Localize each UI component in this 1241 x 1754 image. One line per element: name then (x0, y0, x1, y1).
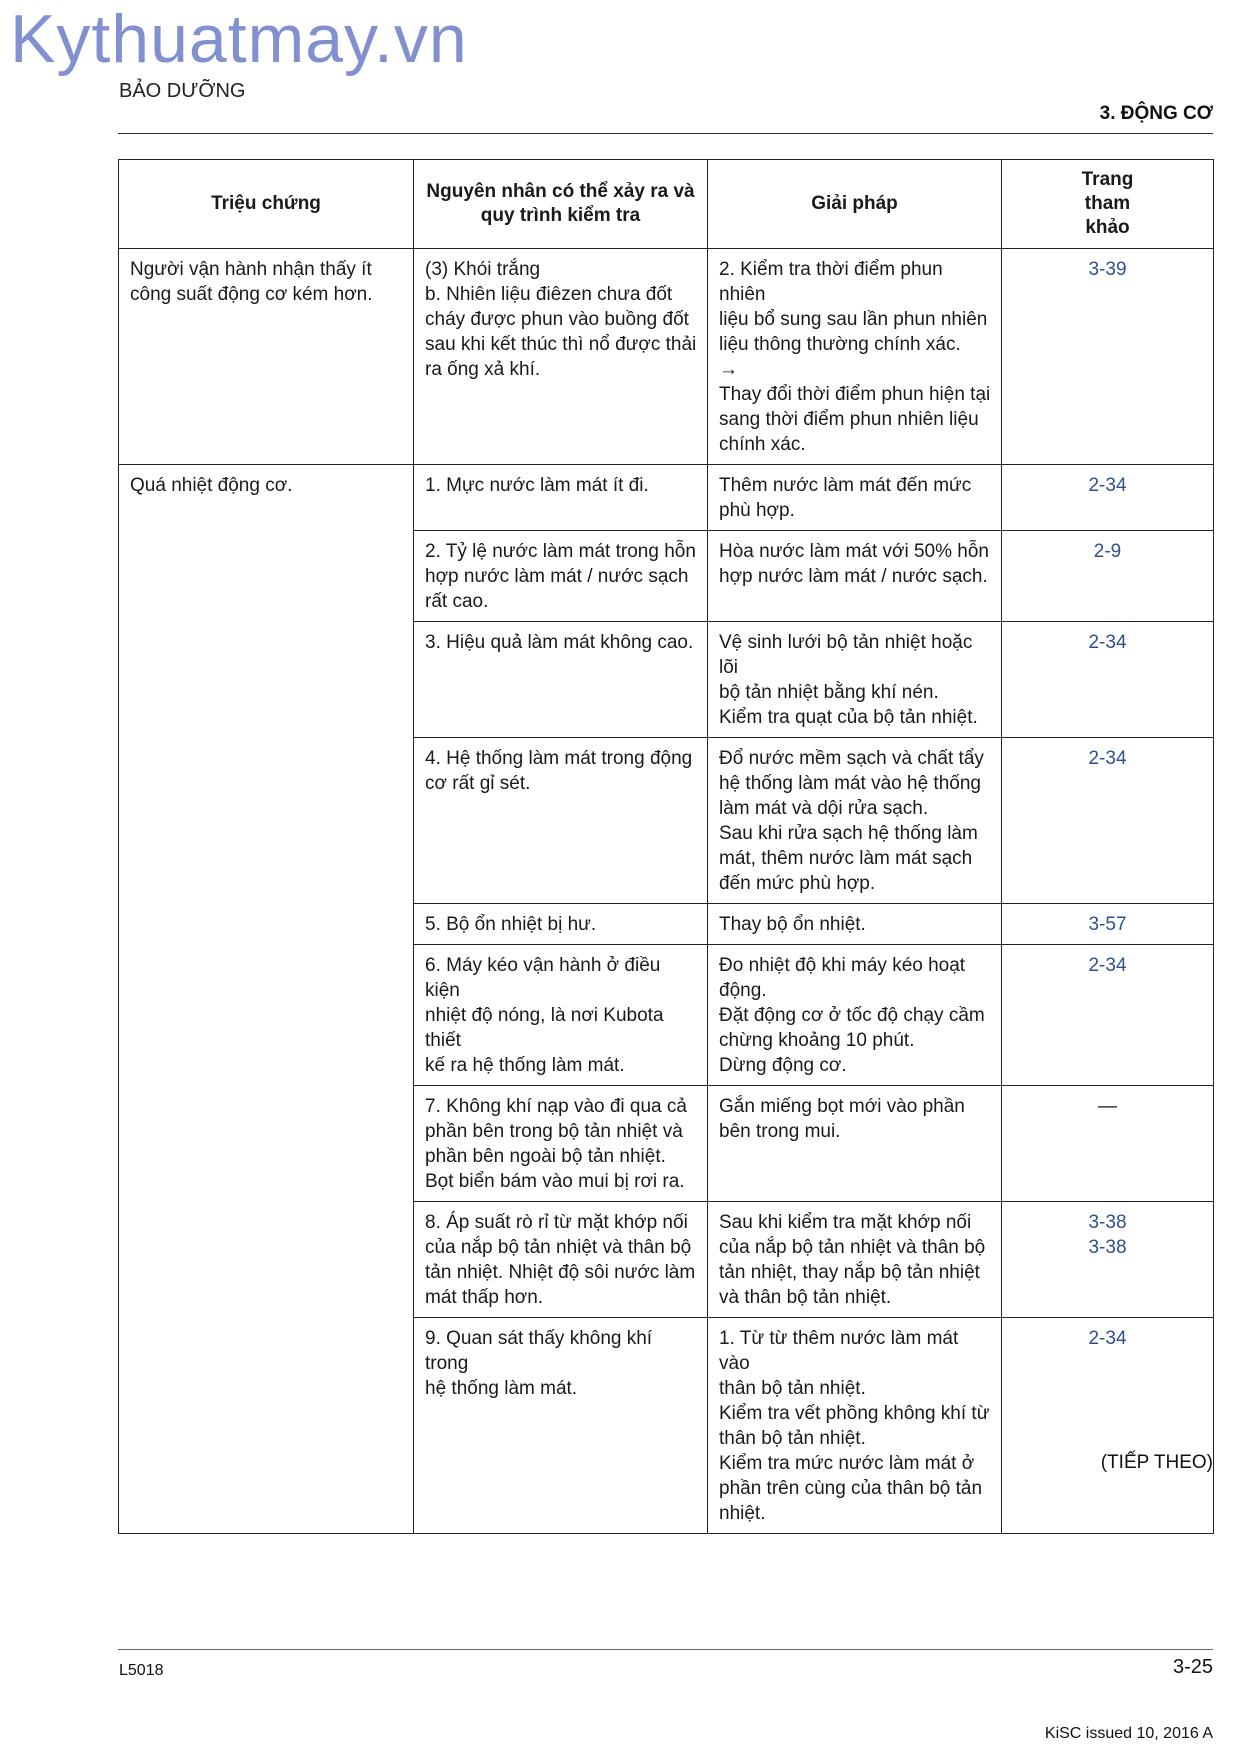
cause-cell: 4. Hệ thống làm mát trong động cơ rất gỉ sét. (414, 738, 708, 904)
header-reference: Trang tham khảo (1002, 160, 1214, 249)
reference-page-link[interactable]: 2-34 (1002, 622, 1214, 738)
header-cause: Nguyên nhân có thể xảy ra và quy trình kiểm tra (414, 160, 708, 249)
solution-cell: Sau khi kiểm tra mặt khớp nối của nắp bộ tản nhiệt và thân bộ tản nhiệt, thay nắp bộ tản nhiệt và thân bộ tản nhiệt. (708, 1202, 1002, 1318)
header-divider (118, 133, 1213, 134)
symptom-cell: Người vận hành nhận thấy ít công suất động cơ kém hơn. (119, 249, 414, 465)
reference-page-link[interactable]: 2-34 (1002, 1318, 1214, 1534)
issue-info: KiSC issued 10, 2016 A (1044, 1725, 1213, 1742)
solution-cell: 2. Kiểm tra thời điểm phun nhiên liệu bổ sung sau lần phun nhiên liệu thông thường chính xác. → Thay đổi thời điểm phun hiện tại sang thời điểm phun nhiên liệu chính xác. (708, 249, 1002, 465)
reference-page-link[interactable]: 3-39 (1002, 249, 1214, 465)
chapter-title: 3. ĐỘNG CƠ (1099, 103, 1213, 124)
section-title: BẢO DƯỠNG (119, 80, 246, 102)
reference-page-link[interactable]: 2-9 (1002, 531, 1214, 622)
cause-cell: 8. Áp suất rò rỉ từ mặt khớp nối của nắp bộ tản nhiệt và thân bộ tản nhiệt. Nhiệt độ sôi nước làm mát thấp hơn. (414, 1202, 708, 1318)
footer-divider (118, 1649, 1213, 1650)
reference-page-link[interactable]: 2-34 (1002, 738, 1214, 904)
solution-cell: Thêm nước làm mát đến mức phù hợp. (708, 465, 1002, 531)
continued-note: (TIẾP THEO) (1100, 1452, 1213, 1473)
cause-cell: 3. Hiệu quả làm mát không cao. (414, 622, 708, 738)
table-header-row (119, 160, 1214, 249)
cause-cell: 2. Tỷ lệ nước làm mát trong hỗn hợp nước làm mát / nước sạch rất cao. (414, 531, 708, 622)
arrow-right-icon: → (719, 359, 738, 380)
cause-cell: 7. Không khí nạp vào đi qua cả phần bên trong bộ tản nhiệt và phần bên ngoài bộ tản nhiệt. Bọt biển bám vào mui bị rơi ra. (414, 1086, 708, 1202)
solution-cell: Đo nhiệt độ khi máy kéo hoạt động. Đặt động cơ ở tốc độ chạy cầm chừng khoảng 10 phút. Dừng động cơ. (708, 945, 1002, 1086)
table-row (119, 465, 1214, 531)
troubleshooting-table (118, 159, 1214, 1534)
reference-none: — (1002, 1086, 1214, 1202)
header-solution: Giải pháp (708, 160, 1002, 249)
solution-cell: 1. Từ từ thêm nước làm mát vào thân bộ tản nhiệt. Kiểm tra vết phồng không khí từ thân bộ tản nhiệt. Kiểm tra mức nước làm mát ở phần trên cùng của thân bộ tản nhiệt. (708, 1318, 1002, 1534)
reference-page-link[interactable]: 2-34 (1002, 465, 1214, 531)
model-number: L5018 (119, 1662, 164, 1679)
cause-cell: 1. Mực nước làm mát ít đi. (414, 465, 708, 531)
cause-cell: 5. Bộ ổn nhiệt bị hư. (414, 904, 708, 945)
solution-cell: Vệ sinh lưới bộ tản nhiệt hoặc lõi bộ tản nhiệt bằng khí nén. Kiểm tra quạt của bộ tản nhiệt. (708, 622, 1002, 738)
solution-cell: Gắn miếng bọt mới vào phần bên trong mui. (708, 1086, 1002, 1202)
reference-page-link[interactable]: 3-57 (1002, 904, 1214, 945)
cause-cell: (3) Khói trắng b. Nhiên liệu điêzen chưa đốt cháy được phun vào buồng đốt sau khi kết thúc thì nổ được thải ra ống xả khí. (414, 249, 708, 465)
page-number: 3-25 (1172, 1656, 1213, 1678)
reference-page-link[interactable]: 3-38 3-38 (1002, 1202, 1214, 1318)
watermark-logo: Kythuatmay.vn (10, 1, 468, 77)
solution-cell: Thay bộ ổn nhiệt. (708, 904, 1002, 945)
solution-cell: Hòa nước làm mát với 50% hỗn hợp nước làm mát / nước sạch. (708, 531, 1002, 622)
cause-cell: 6. Máy kéo vận hành ở điều kiện nhiệt độ nóng, là nơi Kubota thiết kế ra hệ thống làm mát. (414, 945, 708, 1086)
solution-cell: Đổ nước mềm sạch và chất tẩy hệ thống làm mát vào hệ thống làm mát và dội rửa sạch. Sau khi rửa sạch hệ thống làm mát, thêm nước làm mát sạch đến mức phù hợp. (708, 738, 1002, 904)
reference-page-link[interactable]: 2-34 (1002, 945, 1214, 1086)
symptom-cell: Quá nhiệt động cơ. (119, 465, 414, 1534)
header-symptom: Triệu chứng (119, 160, 414, 249)
cause-cell: 9. Quan sát thấy không khí trong hệ thống làm mát. (414, 1318, 708, 1534)
table-row (119, 249, 1214, 465)
